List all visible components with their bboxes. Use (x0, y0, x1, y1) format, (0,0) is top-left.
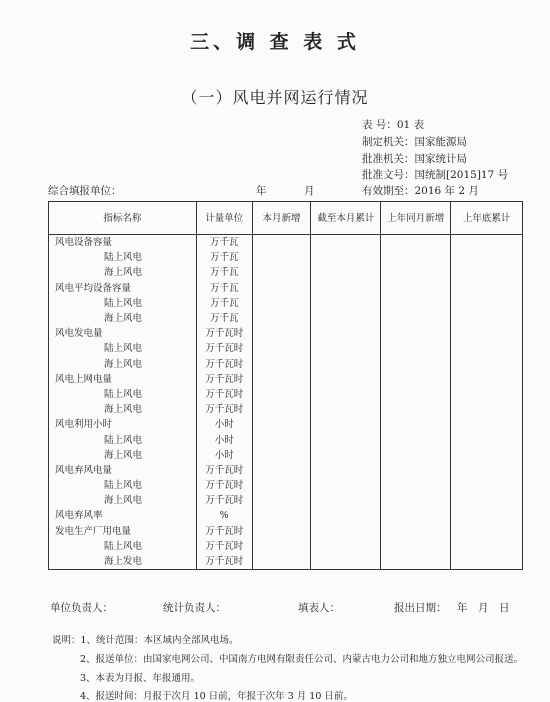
note-item: 3、本表为月报、年报通用。 (80, 673, 201, 684)
table-row (49, 235, 523, 251)
table-row (49, 463, 523, 478)
month-new-cell[interactable] (252, 281, 311, 296)
last-year-month-new-cell[interactable] (381, 372, 451, 387)
unit-head-label: 单位负责人： (50, 602, 113, 614)
indicator-name-cell: 陆上风电 (49, 478, 197, 493)
table-row (49, 357, 523, 372)
note-item: 4、报送时间：月报于次月 10 日前，年报于次年 3 月 10 日前。 (80, 691, 353, 702)
month-new-cell[interactable] (252, 554, 311, 570)
report-day-label: 日 (499, 602, 510, 614)
filler-label: 填表人： (298, 602, 340, 614)
table-row (49, 524, 523, 539)
unit-cell: 万千瓦 (196, 281, 252, 296)
cumulative-cell[interactable] (311, 463, 381, 478)
last-year-end-cumulative-cell[interactable] (451, 281, 523, 296)
cumulative-cell[interactable] (311, 478, 381, 493)
meta-label: 制定机关： (362, 136, 415, 148)
table-row (49, 281, 523, 296)
header-last-year-month-new: 上年同月新增 (381, 202, 451, 235)
report-month-label: 月 (478, 602, 489, 614)
cumulative-cell[interactable] (311, 448, 381, 463)
indicator-name-cell: 海上风电 (49, 357, 197, 372)
last-year-month-new-cell[interactable] (381, 463, 451, 478)
last-year-month-new-cell[interactable] (381, 281, 451, 296)
last-year-end-cumulative-cell[interactable] (451, 341, 523, 356)
meta-approval-number (362, 167, 508, 182)
unit-cell: 万千瓦 (196, 235, 252, 251)
month-new-cell[interactable] (252, 296, 311, 311)
unit-cell: 万千瓦时 (196, 357, 252, 372)
meta-value: 01 表 (396, 119, 425, 131)
cumulative-cell[interactable] (311, 387, 381, 402)
cumulative-cell[interactable] (311, 281, 381, 296)
last-year-month-new-cell[interactable] (381, 478, 451, 493)
last-year-month-new-cell[interactable] (381, 357, 451, 372)
unit-cell: 万千瓦 (196, 311, 252, 326)
table-row (49, 478, 523, 493)
cumulative-cell[interactable] (311, 311, 381, 326)
last-year-month-new-cell[interactable] (381, 265, 451, 280)
month-new-cell[interactable] (252, 265, 311, 280)
month-new-cell[interactable] (252, 372, 311, 387)
cumulative-cell[interactable] (311, 554, 381, 570)
survey-table (48, 201, 523, 570)
cumulative-cell[interactable] (311, 402, 381, 417)
indicator-name-cell: 陆上风电 (49, 539, 197, 554)
note-item: 说明：1、统计范围：本区域内全部风电场。 (52, 635, 239, 646)
last-year-month-new-cell[interactable] (381, 539, 451, 554)
meta-form-number (362, 117, 424, 132)
month-new-cell[interactable] (252, 357, 311, 372)
month-new-cell[interactable] (252, 402, 311, 417)
last-year-month-new-cell[interactable] (381, 311, 451, 326)
month-new-cell[interactable] (252, 478, 311, 493)
unit-cell: 万千瓦时 (196, 326, 252, 341)
month-new-cell[interactable] (252, 387, 311, 402)
indicator-name-cell: 风电平均设备容量 (49, 281, 197, 296)
unit-cell: 万千瓦时 (196, 372, 252, 387)
last-year-month-new-cell[interactable] (381, 387, 451, 402)
month-new-cell[interactable] (252, 311, 311, 326)
cumulative-cell[interactable] (311, 357, 381, 372)
unit-cell: 万千瓦时 (196, 539, 252, 554)
table-subtitle: （一）风电并网运行情况 (181, 88, 369, 107)
table-row (49, 387, 523, 402)
unit-cell: 万千瓦时 (196, 478, 252, 493)
note-item: 2、报送单位：由国家电网公司、中国南方电网有限责任公司、内蒙古电力公司和地方独立电网公司报送。 (80, 654, 524, 665)
last-year-end-cumulative-cell[interactable] (451, 357, 523, 372)
cumulative-cell[interactable] (311, 326, 381, 341)
indicator-name-cell: 陆上风电 (49, 296, 197, 311)
header-unit: 计量单位 (196, 202, 252, 235)
meta-value: 国家统计局 (414, 153, 467, 165)
last-year-end-cumulative-cell[interactable] (451, 417, 523, 432)
unit-cell: 万千瓦时 (196, 402, 252, 417)
indicator-name-cell: 陆上风电 (49, 341, 197, 356)
indicator-name-cell: 海上风电 (49, 311, 197, 326)
last-year-end-cumulative-cell[interactable] (451, 265, 523, 280)
header-cumulative: 截至本月累计 (311, 202, 381, 235)
last-year-month-new-cell[interactable] (381, 448, 451, 463)
unit-cell: 万千瓦 (196, 296, 252, 311)
table-row (49, 448, 523, 463)
last-year-month-new-cell[interactable] (381, 432, 451, 447)
unit-cell: 万千瓦 (196, 265, 252, 280)
month-new-cell[interactable] (252, 417, 311, 432)
table-row (49, 554, 523, 570)
indicator-name-cell: 风电弃风电量 (49, 463, 197, 478)
indicator-name-cell: 海上发电 (49, 554, 197, 570)
month-new-cell[interactable] (252, 235, 311, 251)
meta-value: 国家能源局 (414, 136, 467, 148)
meta-approver (362, 151, 467, 166)
month-new-cell[interactable] (252, 448, 311, 463)
report-date-label: 报出日期： (394, 602, 447, 614)
unit-cell: 万千瓦时 (196, 493, 252, 508)
last-year-month-new-cell[interactable] (381, 508, 451, 523)
indicator-name-cell: 风电发电量 (49, 326, 197, 341)
indicator-name-cell: 陆上风电 (49, 250, 197, 265)
indicator-name-cell: 陆上风电 (49, 387, 197, 402)
cumulative-cell[interactable] (311, 296, 381, 311)
last-year-month-new-cell[interactable] (381, 296, 451, 311)
year-label: 年 (256, 185, 267, 197)
last-year-month-new-cell[interactable] (381, 402, 451, 417)
month-new-cell[interactable] (252, 326, 311, 341)
meta-label: 批准机关： (362, 153, 415, 165)
unit-cell: 小时 (196, 432, 252, 447)
unit-cell: 万千瓦时 (196, 524, 252, 539)
table-row (49, 296, 523, 311)
month-new-cell[interactable] (252, 463, 311, 478)
table-row (49, 372, 523, 387)
last-year-end-cumulative-cell[interactable] (451, 448, 523, 463)
last-year-end-cumulative-cell[interactable] (451, 387, 523, 402)
last-year-end-cumulative-cell[interactable] (451, 402, 523, 417)
cumulative-cell[interactable] (311, 235, 381, 251)
cumulative-cell[interactable] (311, 265, 381, 280)
month-new-cell[interactable] (252, 493, 311, 508)
last-year-end-cumulative-cell[interactable] (451, 493, 523, 508)
indicator-name-cell: 发电生产厂用电量 (49, 524, 197, 539)
table-row (49, 539, 523, 554)
table-row (49, 326, 523, 341)
indicator-name-cell: 海上风电 (49, 402, 197, 417)
last-year-month-new-cell[interactable] (381, 417, 451, 432)
indicator-name-cell: 风电上网电量 (49, 372, 197, 387)
meta-label: 表 号： (362, 119, 397, 131)
last-year-end-cumulative-cell[interactable] (451, 463, 523, 478)
month-new-cell[interactable] (252, 508, 311, 523)
month-new-cell[interactable] (252, 432, 311, 447)
last-year-end-cumulative-cell[interactable] (451, 539, 523, 554)
last-year-month-new-cell[interactable] (381, 250, 451, 265)
table-header-row (49, 202, 523, 235)
last-year-end-cumulative-cell[interactable] (451, 296, 523, 311)
last-year-end-cumulative-cell[interactable] (451, 554, 523, 570)
indicator-name-cell: 风电弃风率 (49, 508, 197, 523)
unit-cell: % (196, 508, 252, 523)
last-year-month-new-cell[interactable] (381, 554, 451, 570)
month-label: 月 (304, 185, 315, 197)
last-year-month-new-cell[interactable] (381, 524, 451, 539)
last-year-month-new-cell[interactable] (381, 493, 451, 508)
last-year-end-cumulative-cell[interactable] (451, 372, 523, 387)
cumulative-cell[interactable] (311, 508, 381, 523)
cumulative-cell[interactable] (311, 493, 381, 508)
table-row (49, 311, 523, 326)
unit-cell: 万千瓦 (196, 250, 252, 265)
valid-until-value: 2016 年 2 月 (414, 185, 479, 197)
unit-cell: 小时 (196, 417, 252, 432)
month-new-cell[interactable] (252, 341, 311, 356)
indicator-name-cell: 陆上风电 (49, 432, 197, 447)
page-title: 三、调 查 表 式 (190, 31, 360, 53)
meta-authority (362, 134, 467, 149)
unit-cell: 小时 (196, 448, 252, 463)
header-month-new: 本月新增 (252, 202, 311, 235)
cumulative-cell[interactable] (311, 372, 381, 387)
cumulative-cell[interactable] (311, 432, 381, 447)
unit-cell: 万千瓦时 (196, 463, 252, 478)
last-year-end-cumulative-cell[interactable] (451, 326, 523, 341)
month-new-cell[interactable] (252, 539, 311, 554)
table-row (49, 265, 523, 280)
unit-cell: 万千瓦时 (196, 341, 252, 356)
last-year-end-cumulative-cell[interactable] (451, 235, 523, 251)
indicator-name-cell: 海上风电 (49, 448, 197, 463)
valid-until (362, 183, 479, 198)
indicator-name-cell: 海上风电 (49, 265, 197, 280)
last-year-month-new-cell[interactable] (381, 326, 451, 341)
unit-cell: 万千瓦时 (196, 554, 252, 570)
last-year-month-new-cell[interactable] (381, 341, 451, 356)
table-row (49, 250, 523, 265)
indicator-name-cell: 风电设备容量 (49, 235, 197, 251)
month-new-cell[interactable] (252, 524, 311, 539)
stat-head-label: 统计负责人： (163, 602, 226, 614)
reporting-unit-label: 综合填报单位： (48, 185, 122, 197)
indicator-name-cell: 风电利用小时 (49, 417, 197, 432)
table-row (49, 508, 523, 523)
cumulative-cell[interactable] (311, 341, 381, 356)
table-row (49, 432, 523, 447)
valid-until-label: 有效期至： (362, 185, 415, 197)
cumulative-cell[interactable] (311, 417, 381, 432)
table-body (49, 235, 523, 570)
last-year-end-cumulative-cell[interactable] (451, 432, 523, 447)
last-year-end-cumulative-cell[interactable] (451, 250, 523, 265)
last-year-end-cumulative-cell[interactable] (451, 478, 523, 493)
last-year-end-cumulative-cell[interactable] (451, 508, 523, 523)
last-year-end-cumulative-cell[interactable] (451, 524, 523, 539)
table-row (49, 341, 523, 356)
month-new-cell[interactable] (252, 250, 311, 265)
table-row (49, 417, 523, 432)
header-indicator-name: 指标名称 (49, 202, 197, 235)
cumulative-cell[interactable] (311, 524, 381, 539)
last-year-end-cumulative-cell[interactable] (451, 311, 523, 326)
table-row (49, 402, 523, 417)
last-year-month-new-cell[interactable] (381, 235, 451, 251)
unit-cell: 万千瓦时 (196, 387, 252, 402)
meta-value: 国统制[2015]17 号 (414, 169, 509, 181)
cumulative-cell[interactable] (311, 539, 381, 554)
cumulative-cell[interactable] (311, 250, 381, 265)
report-year-label: 年 (457, 602, 468, 614)
table-row (49, 493, 523, 508)
meta-label: 批准文号： (362, 169, 415, 181)
header-last-year-end-cumulative: 上年底累计 (451, 202, 523, 235)
indicator-name-cell: 海上风电 (49, 493, 197, 508)
